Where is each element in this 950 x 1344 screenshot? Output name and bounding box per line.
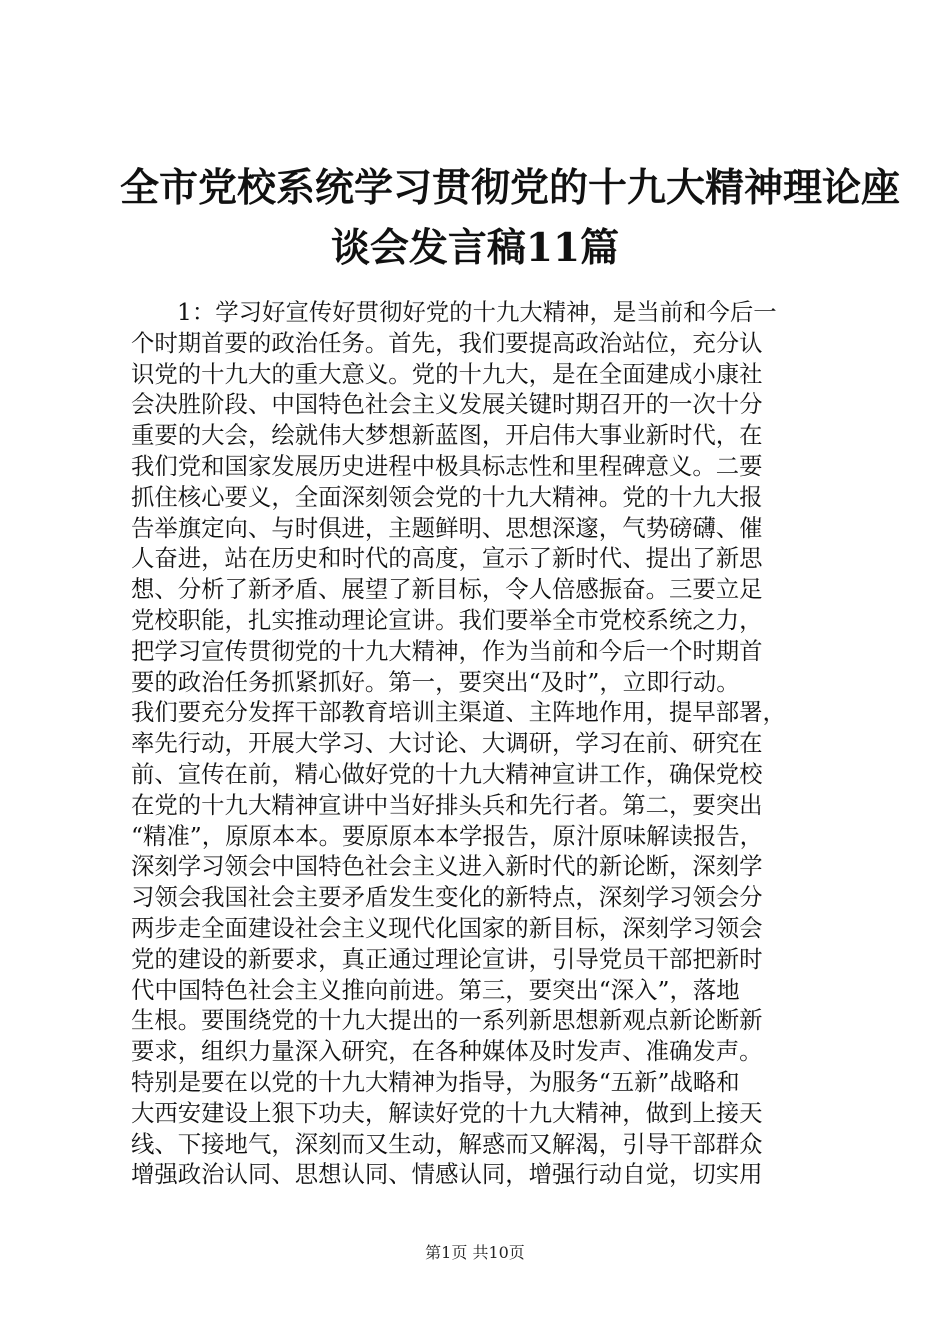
body-line: 特别是要在以党的十九大精神为指导，为服务“五新”战略和 bbox=[131, 1067, 740, 1096]
body-line: 率先行动，开展大学习、大讨论、大调研，学习在前、研究在 bbox=[131, 729, 763, 758]
body-line: 增强政治认同、思想认同、情感认同，增强行动自觉，切实用 bbox=[131, 1160, 763, 1189]
page-footer: 第1页 共10页 bbox=[425, 1243, 525, 1262]
body-line: 抓住核心要义，全面深刻领会党的十九大精神。党的十九大报 bbox=[131, 482, 763, 511]
title-line-2: 谈会发言稿11篇 bbox=[330, 225, 620, 271]
body-line: 会决胜阶段、中国特色社会主义发展关键时期召开的一次十分 bbox=[131, 390, 763, 419]
body-line: 在党的十九大精神宣讲中当好排头兵和先行者。第二，要突出 bbox=[131, 790, 763, 819]
body-line: 人奋进，站在历史和时代的高度，宣示了新时代、提出了新思 bbox=[131, 544, 763, 573]
title-line-1: 全市党校系统学习贯彻党的十九大精神理论座 bbox=[120, 165, 901, 211]
body-line: “精准”，原原本本。要原原本本学报告，原汁原味解读报告， bbox=[131, 821, 764, 850]
body-line: 要求，组织力量深入研究，在各种媒体及时发声、准确发声。 bbox=[131, 1037, 763, 1066]
body-line: 告举旗定向、与时俱进，主题鲜明、思想深邃，气势磅礴、催 bbox=[131, 513, 763, 542]
document-body bbox=[131, 297, 831, 1190]
body-line: 线、下接地气，深刻而又生动，解惑而又解渴，引导干部群众 bbox=[131, 1129, 763, 1158]
body-line: 我们要充分发挥干部教育培训主渠道、主阵地作用，提早部署， bbox=[131, 698, 786, 727]
body-line: 党的建设的新要求，真正通过理论宣讲，引导党员干部把新时 bbox=[131, 944, 763, 973]
body-line: 习领会我国社会主要矛盾发生变化的新特点，深刻学习领会分 bbox=[131, 883, 763, 912]
body-line: 前、宣传在前，精心做好党的十九大精神宣讲工作，确保党校 bbox=[131, 759, 763, 788]
body-line: 深刻学习领会中国特色社会主义进入新时代的新论断，深刻学 bbox=[131, 852, 763, 881]
body-line: 想、分析了新矛盾、展望了新目标，令人倍感振奋。三要立足 bbox=[131, 575, 763, 604]
body-line: 两步走全面建设社会主义现代化国家的新目标，深刻学习领会 bbox=[131, 913, 763, 942]
body-line: 重要的大会，绘就伟大梦想新蓝图，开启伟大事业新时代，在 bbox=[131, 421, 763, 450]
body-line: 生根。要围绕党的十九大提出的一系列新思想新观点新论断新 bbox=[131, 1006, 763, 1035]
body-line: 大西安建设上狠下功夫，解读好党的十九大精神，做到上接天 bbox=[131, 1098, 763, 1127]
body-line: 1：学习好宣传好贯彻好党的十九大精神，是当前和今后一 bbox=[177, 298, 777, 326]
document-title bbox=[120, 158, 901, 278]
body-line: 把学习宣传贯彻党的十九大精神，作为当前和今后一个时期首 bbox=[131, 636, 763, 665]
body-line: 代中国特色社会主义推向前进。第三，要突出“深入”，落地 bbox=[131, 975, 740, 1004]
body-line: 识党的十九大的重大意义。党的十九大，是在全面建成小康社 bbox=[131, 359, 763, 388]
body-line: 党校职能，扎实推动理论宣讲。我们要举全市党校系统之力， bbox=[131, 605, 763, 634]
body-line: 要的政治任务抓紧抓好。第一，要突出“及时”，立即行动。 bbox=[131, 667, 740, 696]
body-line: 个时期首要的政治任务。首先，我们要提高政治站位，充分认 bbox=[131, 328, 763, 357]
body-line: 我们党和国家发展历史进程中极具标志性和里程碑意义。二要 bbox=[131, 451, 763, 480]
